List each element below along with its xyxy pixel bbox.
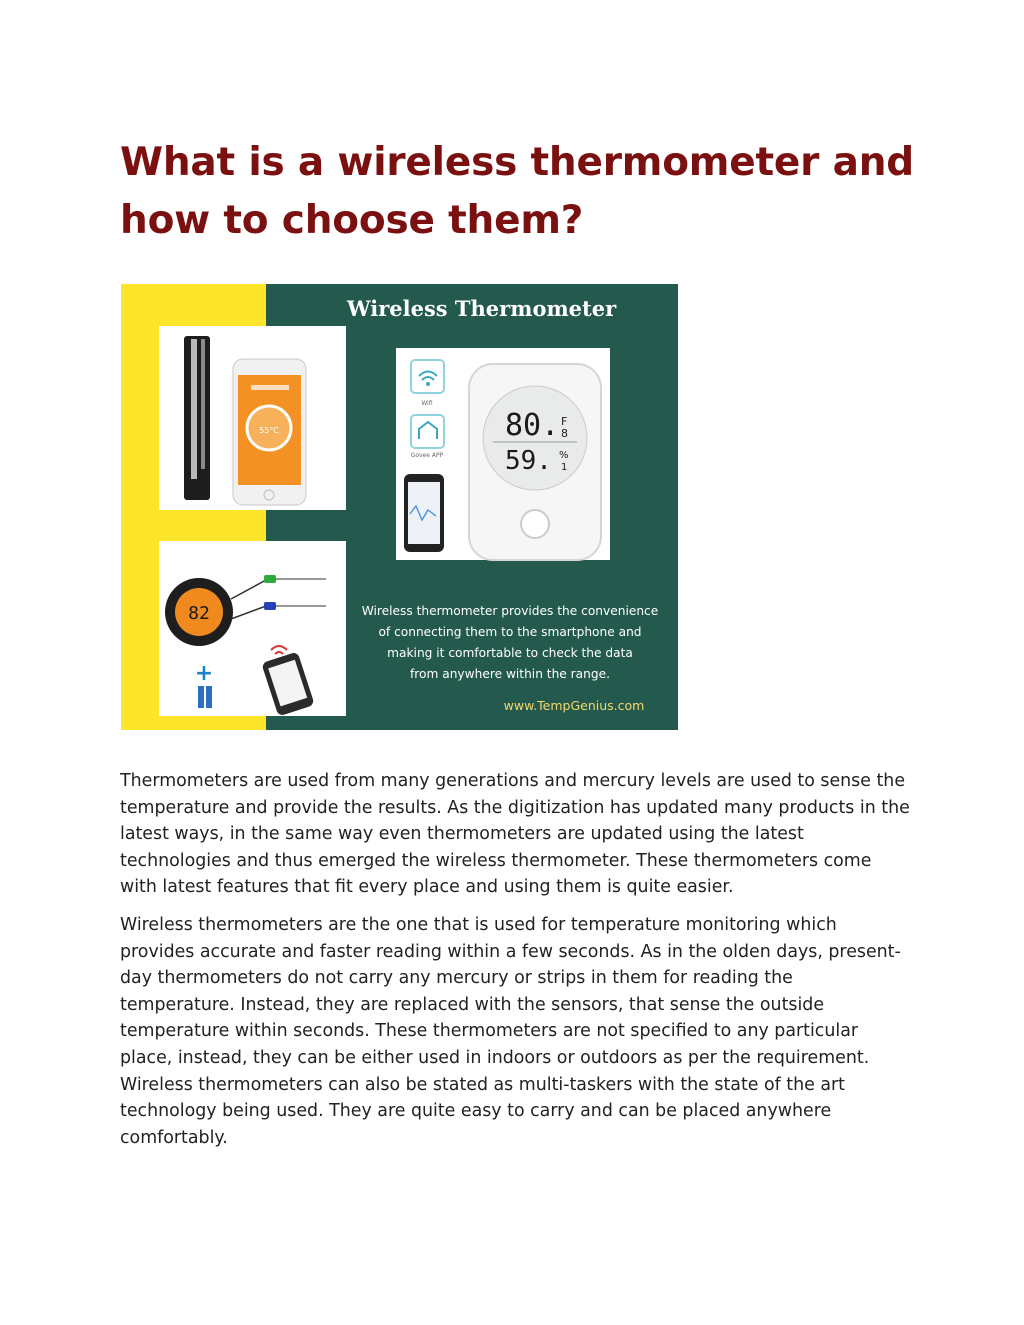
infographic-heading: Wireless Thermometer (347, 296, 617, 321)
wifi-hygrometer-photo (396, 348, 610, 560)
svg-text:of connecting them to the smar: of connecting them to the smartphone and (378, 625, 642, 639)
svg-text:+: + (194, 661, 214, 686)
page-title: What is a wireless thermometer and how to choose them? (120, 140, 914, 243)
definition-paragraph: Wireless thermometers are the one that is used for temperature monitoring which provides accurate and faster reading within a few seconds. As in the olden days, present-day thermometers do not carry any mercury or strips in them for reading the temperature. Instead, they are replaced with the sensors, that sense the outside temperature within seconds. These thermometers are not specified to any particular place, instead, they can be either used in indoors or outdoors as per the requirement. Wireless thermometers can also be stated as multi-taskers with the state of the art technology being used. They are quite easy to carry and can be placed anywhere comfortably. (120, 915, 901, 1148)
svg-text:80.: 80. (505, 408, 560, 443)
intro-paragraph: Thermometers are used from many generations and mercury levels are used to sense the temperature and provide the results. As the digitization has updated many products in the latest ways, in the same way even thermometers are updated using the latest technologies and thus emerged the wireless thermometer. These thermometers come with latest features that fit every place and using them is quite easier. (120, 771, 910, 898)
svg-text:from anywhere within the range: from anywhere within the range. (410, 667, 610, 681)
svg-text:making it comfortable to check: making it comfortable to check the data (387, 646, 633, 660)
svg-text:F: F (561, 415, 568, 428)
svg-text:55°C: 55°C (259, 426, 279, 435)
wireless-thermometer-infographic (121, 284, 678, 730)
svg-text:%: % (559, 450, 569, 461)
svg-text:Wifi: Wifi (421, 400, 433, 407)
svg-text:Govee APP: Govee APP (410, 452, 444, 459)
svg-text:82: 82 (188, 603, 210, 624)
infographic-url: www.TempGenius.com (503, 698, 645, 713)
svg-text:Wireless thermometer provides: Wireless thermometer provides the convenience (361, 604, 659, 618)
probe-and-phone-photo (159, 326, 346, 510)
svg-text:8: 8 (561, 427, 568, 440)
svg-text:1: 1 (561, 462, 568, 473)
svg-text:59.: 59. (505, 446, 552, 476)
dial-thermometer-photo (159, 541, 346, 717)
